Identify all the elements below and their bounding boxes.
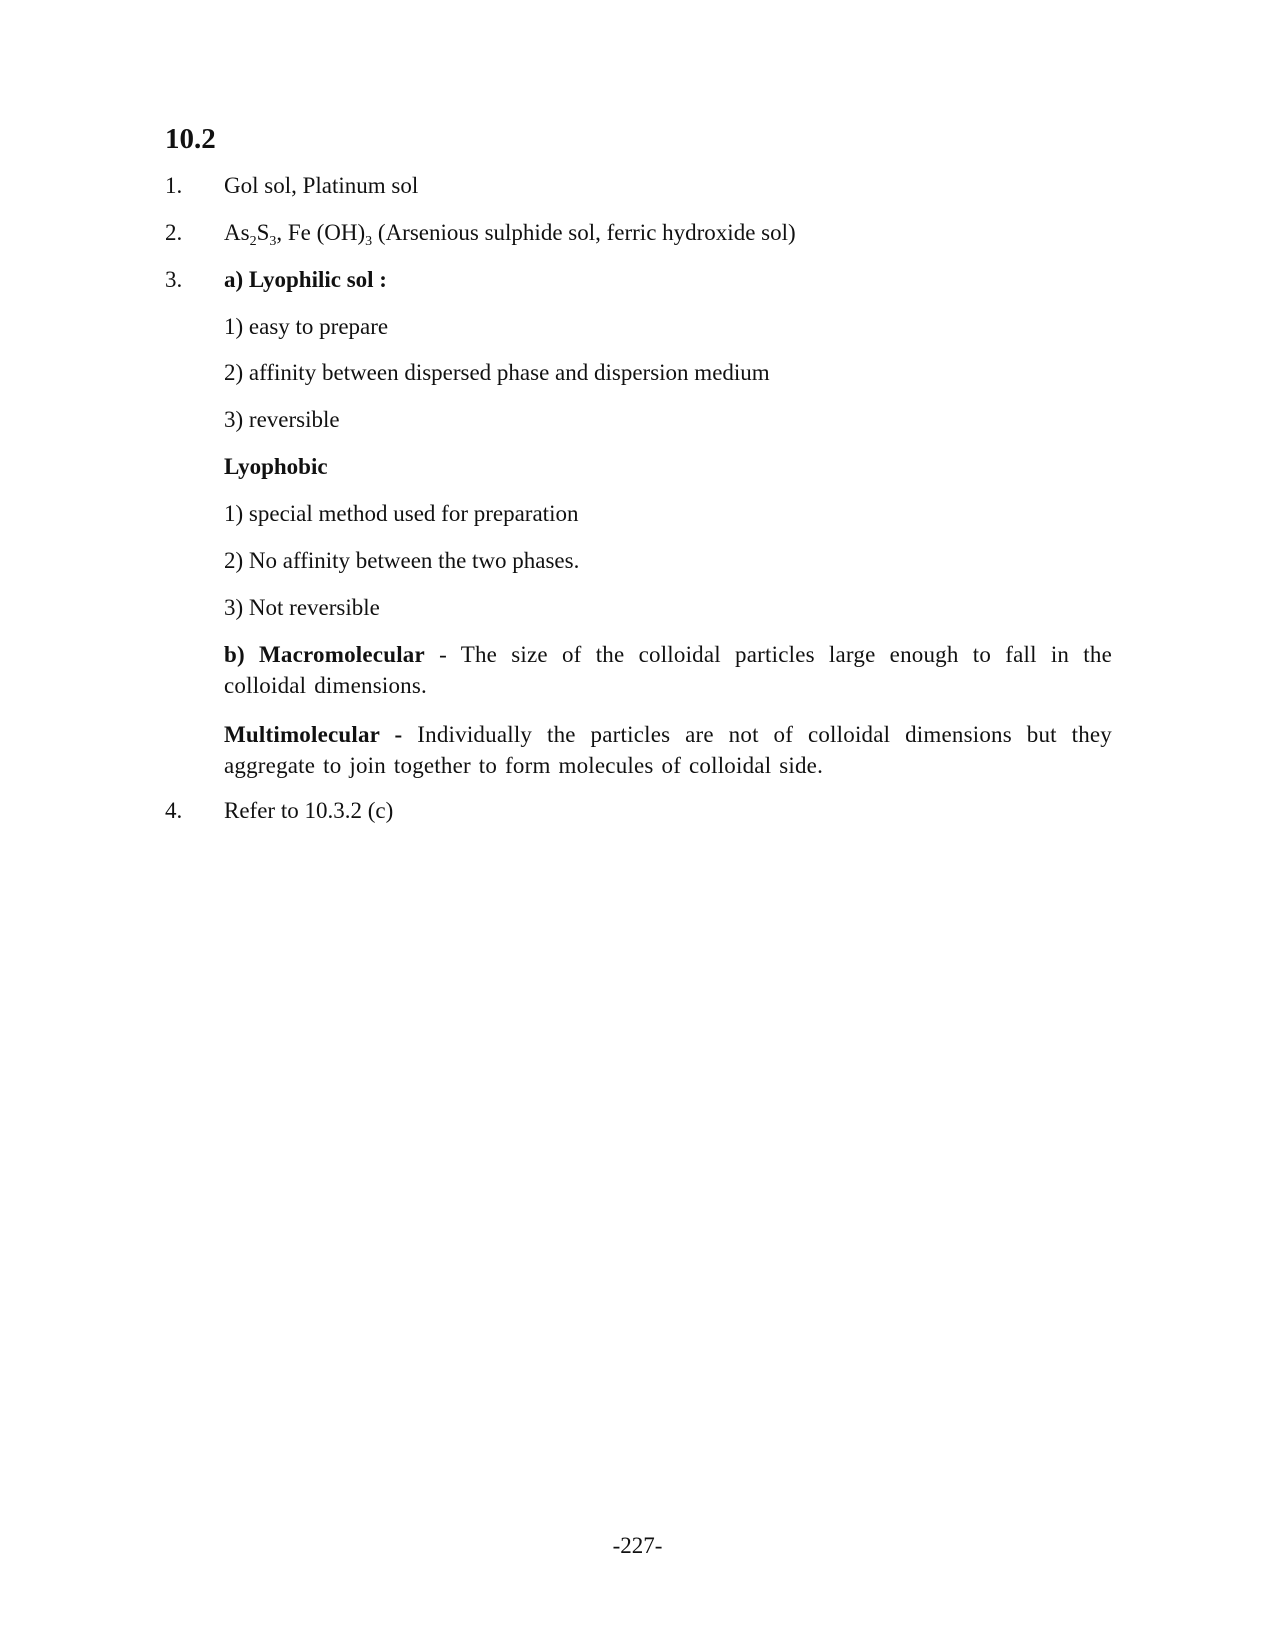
lyophilic-point: 1) easy to prepare (224, 314, 389, 339)
lyophobic-point: 1) special method used for preparation (224, 501, 579, 526)
multimolecular-text: Individually the particles are not of colloidal dimensions but they aggregate to join together to form molecules of colloidal side. (224, 722, 1113, 778)
lyophilic-point: 2) affinity between dispersed phase and dispersion medium (224, 360, 770, 385)
formula-fe-oh: , Fe (OH) (276, 220, 366, 245)
answer-2-description: (Arsenious sulphide sol, ferric hydroxide sol) (372, 220, 796, 245)
lyophobic-point: 2) No affinity between the two phases. (224, 548, 580, 573)
formula-s: S (256, 220, 270, 245)
macromolecular-text: - The size of the colloidal particles large enough to fall in the colloidal dimensions. (224, 642, 1113, 698)
formula-fe-oh-subscript: 3 (365, 234, 373, 249)
lyophilic-heading: a) Lyophilic sol : (224, 267, 387, 292)
answer-2-number: 2. (165, 220, 183, 245)
formula-s-subscript: 3 (269, 234, 277, 249)
answer-3-number: 3. (165, 267, 183, 292)
lyophilic-point: 3) reversible (224, 407, 340, 432)
multimolecular-label: Multimolecular - (224, 722, 403, 747)
lyophobic-heading: Lyophobic (224, 454, 328, 479)
page-number: -227- (612, 1533, 663, 1558)
formula-as-subscript: 2 (249, 234, 257, 249)
formula-as: As (224, 220, 250, 245)
answer-2-text (224, 217, 796, 248)
answer-4-text: Refer to 10.3.2 (c) (224, 798, 394, 823)
lyophobic-point: 3) Not reversible (224, 595, 380, 620)
answer-1-number: 1. (165, 173, 183, 198)
macromolecular-paragraph (224, 639, 1112, 701)
answer-1-text: Gol sol, Platinum sol (224, 173, 419, 198)
answer-4-number: 4. (165, 798, 183, 823)
multimolecular-paragraph (224, 719, 1112, 781)
section-title: 10.2 (165, 123, 216, 155)
macromolecular-label: b) Macromolecular (224, 642, 425, 667)
